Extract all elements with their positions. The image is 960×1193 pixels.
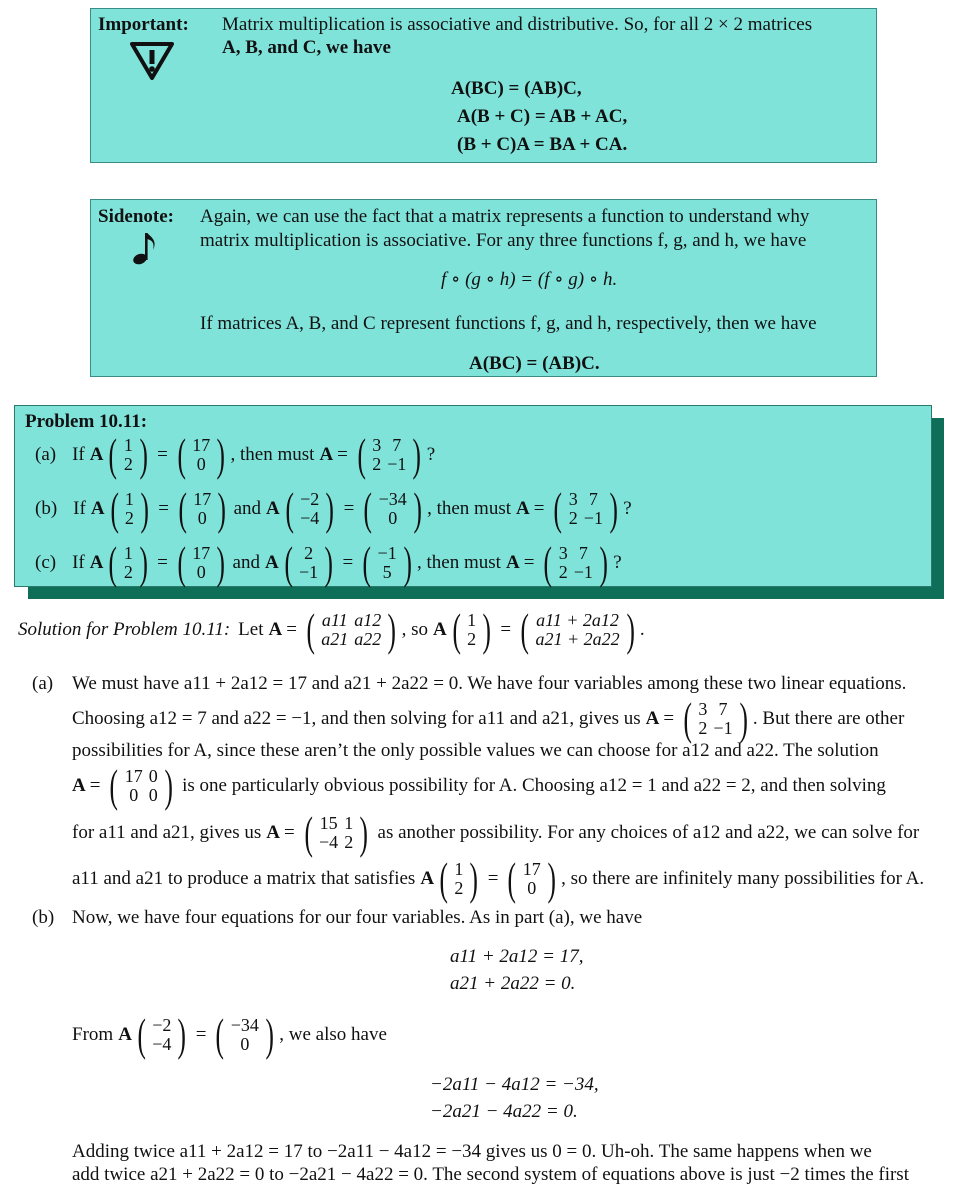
important-eq-1: A(BC) = (AB)C, <box>451 78 582 99</box>
matrix-a-symbol: A <box>268 618 283 640</box>
text: From <box>72 1023 114 1045</box>
then-text: , then must <box>230 443 315 465</box>
if-text: If <box>72 551 85 573</box>
matrix-a-symbol: A <box>319 443 334 465</box>
matrix-a-symbol: A <box>645 707 660 729</box>
vec-entry: −2 <box>152 1015 172 1036</box>
vec-entry: −2 <box>300 489 320 510</box>
candidate-matrix: ( 3 7 2 −1 ) <box>553 483 618 534</box>
vec-entry: 2 <box>123 454 133 474</box>
mat-entry: a11 <box>321 610 348 631</box>
vec-entry: 0 <box>196 454 206 474</box>
vec-entry: a11 + 2a12 <box>536 610 619 631</box>
text: is one particularly obvious possibility for A. Choosing a12 = 1 and a22 = 2, and then solving <box>182 774 886 796</box>
mat-entry: 2 <box>698 718 708 738</box>
mat-entry: a12 <box>354 610 382 631</box>
mat-entry: −1 <box>387 454 407 474</box>
solution-header: Solution for Problem 10.11: Let A = ( a11 a12 a21 a22 ) , so A ( 1 2 ) = ( a11 + 2a12 a21 + 2a22 ) . <box>18 604 645 655</box>
part-b-eq-3: −2a11 − 4a12 = −34, <box>430 1074 599 1095</box>
mat-entry: −1 <box>713 718 733 738</box>
important-text-1: Matrix multiplication is associative and distributive. So, for all 2 × 2 matrices <box>222 14 813 35</box>
warning-icon <box>129 41 175 81</box>
vector-17-0: ( 17 0 ) <box>178 483 227 534</box>
vector-b-result: ( −34 0 ) <box>215 1009 274 1060</box>
text: , so there are infinitely many possibilities for A. <box>561 867 925 889</box>
vec-entry: −1 <box>377 543 397 564</box>
mat-entry: 15 <box>319 813 338 834</box>
sidenote-box <box>90 199 877 377</box>
and-text: and <box>232 551 260 573</box>
text: a11 and a21 to produce a matrix that satisfies <box>72 867 416 889</box>
vec-entry: 1 <box>467 610 477 631</box>
mat-entry: 7 <box>588 489 598 510</box>
vector-c-result: ( −1 5 ) <box>362 537 412 588</box>
vec-entry: −1 <box>299 562 319 582</box>
vector-1-2: ( 1 2 ) <box>452 604 491 655</box>
vec-entry: −34 <box>378 489 407 510</box>
vector-b: ( −2 −4 ) <box>285 483 335 534</box>
vec-entry: 17 <box>192 435 211 456</box>
solution-lead: Solution for Problem 10.11: <box>18 618 231 640</box>
important-label: Important: <box>98 14 189 35</box>
candidate-matrix: ( 3 7 2 −1 ) <box>357 429 422 480</box>
vector-17-0: ( 17 0 ) <box>507 853 556 904</box>
matrix-a-symbol: A <box>89 443 104 465</box>
problem-part-a: (a) If A ( 1 2 ) = ( 17 0 ) , then must A = ( 3 7 2 −1 ) ? <box>35 429 436 480</box>
part-a-label: (a) <box>35 443 57 465</box>
mat-entry: 1 <box>344 813 354 834</box>
mat-entry: 7 <box>392 435 402 456</box>
mat-entry: 17 <box>124 766 143 787</box>
vec-entry: 1 <box>124 489 134 510</box>
sidenote-text-3: If matrices A, B, and C represent functions f, g, and h, respectively, then we have <box>200 313 817 334</box>
mat-entry: 3 <box>698 699 708 720</box>
vector-1-2: ( 1 2 ) <box>109 483 149 534</box>
vector-b: ( −2 −4 ) <box>137 1009 187 1060</box>
if-text: If <box>72 443 85 465</box>
problem-part-c: (c) If A ( 1 2 ) = ( 17 0 ) and A ( 2 −1 ) = ( −1 5 ) , then must A = ( 3 7 2 −1 ) ? <box>35 537 622 588</box>
mat-entry: 2 <box>568 508 578 528</box>
sidenote-eq-1: f ∘ (g ∘ h) = (f ∘ g) ∘ h. <box>441 269 618 290</box>
matrix-a-symbol: A <box>89 551 104 573</box>
product-vector: ( a11 + 2a12 a21 + 2a22 ) <box>520 604 635 655</box>
matrix-a-symbol: A <box>264 551 279 573</box>
mat-entry: 3 <box>558 543 568 564</box>
vec-entry: 0 <box>240 1034 250 1054</box>
part-b-eq-1: a11 + 2a12 = 17, <box>450 946 584 967</box>
part-a-line-4: A = ( 17 0 0 0 ) is one particularly obvious possibility for A. Choosing a12 = 1 and a22 = 2, and then solving <box>72 760 886 811</box>
vec-entry: 1 <box>123 435 133 456</box>
vector-17-0: ( 17 0 ) <box>177 429 226 480</box>
mat-entry: 7 <box>578 543 588 564</box>
problem-title: Problem 10.11: <box>25 411 148 432</box>
text: for a11 and a21, gives us <box>72 821 262 843</box>
sidenote-text-1: Again, we can use the fact that a matrix represents a function to understand why <box>200 206 810 227</box>
vector-b-result: ( −34 0 ) <box>363 483 422 534</box>
part-b-label: (b) <box>35 497 58 519</box>
mat-entry: 2 <box>372 454 382 474</box>
general-matrix: ( a11 a12 a21 a22 ) <box>306 604 397 655</box>
then-text: , then must <box>417 551 501 573</box>
part-b-label: (b) <box>32 907 55 928</box>
vector-17-0: ( 17 0 ) <box>177 537 226 588</box>
mat-entry: 7 <box>718 699 728 720</box>
mat-entry: 2 <box>344 832 354 852</box>
text: . But there are other <box>752 707 905 729</box>
part-b-from-line: From A ( −2 −4 ) = ( −34 0 ) , we also have <box>72 1009 387 1060</box>
vec-entry: 1 <box>123 543 133 564</box>
vec-entry: 1 <box>454 859 464 880</box>
mat-entry: 0 <box>148 785 158 805</box>
vec-entry: 0 <box>196 562 206 582</box>
part-a-line-1: We must have a11 + 2a12 = 17 and a21 + 2a22 = 0. We have four variables among these two linear equations. <box>72 673 907 694</box>
sidenote-label: Sidenote: <box>98 206 174 227</box>
part-b-line-3: add twice a21 + 2a22 = 0 to −2a21 − 4a22 = 0. The second system of equations above is just −2 times the first <box>72 1164 909 1185</box>
obvious-matrix: ( 17 0 0 0 ) <box>109 760 173 811</box>
vec-entry: 2 <box>304 543 314 564</box>
let-text: Let <box>238 618 264 640</box>
part-a-line-3: possibilities for A, since these aren’t the only possible values we can choose for a12 and a22. The solution <box>72 740 879 761</box>
vec-entry: 2 <box>123 562 133 582</box>
vec-entry: 2 <box>467 629 477 649</box>
part-b-eq-2: a21 + 2a22 = 0. <box>450 973 576 994</box>
then-text: , then must <box>427 497 512 519</box>
vec-entry: 2 <box>454 878 464 898</box>
part-a-label: (a) <box>32 673 54 694</box>
sidenote-eq-2: A(BC) = (AB)C. <box>469 353 600 374</box>
vec-entry: −4 <box>152 1034 172 1054</box>
vec-entry: −34 <box>230 1015 259 1036</box>
vec-entry: 17 <box>522 859 541 880</box>
vec-entry: 0 <box>197 508 207 528</box>
vec-entry: −4 <box>300 508 320 528</box>
vec-entry: 0 <box>527 878 537 898</box>
vec-entry: 0 <box>388 508 398 528</box>
another-matrix: ( 15 1 −4 2 ) <box>304 807 369 858</box>
matrix-a-symbol: A <box>505 551 520 573</box>
part-a-line-5: for a11 and a21, gives us A = ( 15 1 −4 2 ) as another possibility. For any choices of a12 and a22, we can solve for <box>72 807 920 858</box>
music-note-icon <box>131 230 159 266</box>
matrix-a-symbol: A <box>433 618 447 640</box>
part-a-line-6: a11 and a21 to produce a matrix that satisfies A ( 1 2 ) = ( 17 0 ) , so there are infinitely many possibilities for A. <box>72 853 925 904</box>
matrix-a-symbol: A <box>420 867 435 889</box>
vector-1-2: ( 1 2 ) <box>108 537 148 588</box>
mat-entry: a21 <box>321 629 349 649</box>
part-c-label: (c) <box>35 551 57 573</box>
part-b-line-2: Adding twice a11 + 2a12 = 17 to −2a11 − 4a12 = −34 gives us 0 = 0. Uh-oh. The same happens when we <box>72 1141 872 1162</box>
part-b-eq-4: −2a21 − 4a22 = 0. <box>430 1101 578 1122</box>
problem-box <box>14 405 932 587</box>
matrix-a-symbol: A <box>266 497 280 519</box>
so-text: , so <box>401 618 428 640</box>
mat-entry: 3 <box>568 489 578 510</box>
vec-entry: 2 <box>124 508 134 528</box>
matrix-a-symbol: A <box>118 1023 132 1045</box>
vector-1-2: ( 1 2 ) <box>108 429 148 480</box>
mat-entry: −4 <box>319 832 339 852</box>
vector-c: ( 2 −1 ) <box>284 537 334 588</box>
text: as another possibility. For any choices of a12 and a22, we can solve for <box>377 821 920 843</box>
matrix-a-symbol: A <box>72 774 86 796</box>
text: , we also have <box>279 1023 387 1045</box>
matrix-a-symbol: A <box>516 497 530 519</box>
if-text: If <box>73 497 86 519</box>
mat-entry: 2 <box>558 562 568 582</box>
vec-entry: 17 <box>193 489 212 510</box>
sidenote-text-2: matrix multiplication is associative. For any three functions f, g, and h, we have <box>200 230 807 251</box>
matrix-a-symbol: A <box>90 497 105 519</box>
part-b-line-1: Now, we have four equations for our four variables. As in part (a), we have <box>72 907 643 928</box>
mat-entry: 0 <box>129 785 139 805</box>
mat-entry: a22 <box>354 629 382 649</box>
mat-entry: 0 <box>148 766 158 787</box>
and-text: and <box>233 497 262 519</box>
important-box <box>90 8 877 163</box>
matrix-a-symbol: A <box>266 821 280 843</box>
text: Choosing a12 = 7 and a22 = −1, and then solving for a11 and a21, gives us <box>72 707 641 729</box>
vec-entry: 17 <box>192 543 211 564</box>
mat-entry: 3 <box>372 435 382 456</box>
part-a-line-2: Choosing a12 = 7 and a22 = −1, and then solving for a11 and a21, gives us A = ( 3 7 2 −1 ) . But there are other <box>72 693 905 744</box>
vec-entry: a21 + 2a22 <box>535 629 620 649</box>
important-text-2: A, B, and C, we have <box>222 37 391 58</box>
mat-entry: −1 <box>573 562 593 582</box>
vector-1-2: ( 1 2 ) <box>439 853 479 904</box>
important-eq-2: A(B + C) = AB + AC, <box>457 106 628 127</box>
candidate-matrix: ( 3 7 2 −1 ) <box>543 537 608 588</box>
important-eq-3: (B + C)A = BA + CA. <box>457 134 628 155</box>
vec-entry: 5 <box>382 562 392 582</box>
candidate-matrix: ( 3 7 2 −1 ) <box>683 693 748 744</box>
mat-entry: −1 <box>583 508 603 528</box>
problem-part-b: (b) If A ( 1 2 ) = ( 17 0 ) and A ( −2 −4 ) = ( −34 0 ) , then must A = ( 3 7 2 −1 ) ? <box>35 483 632 534</box>
